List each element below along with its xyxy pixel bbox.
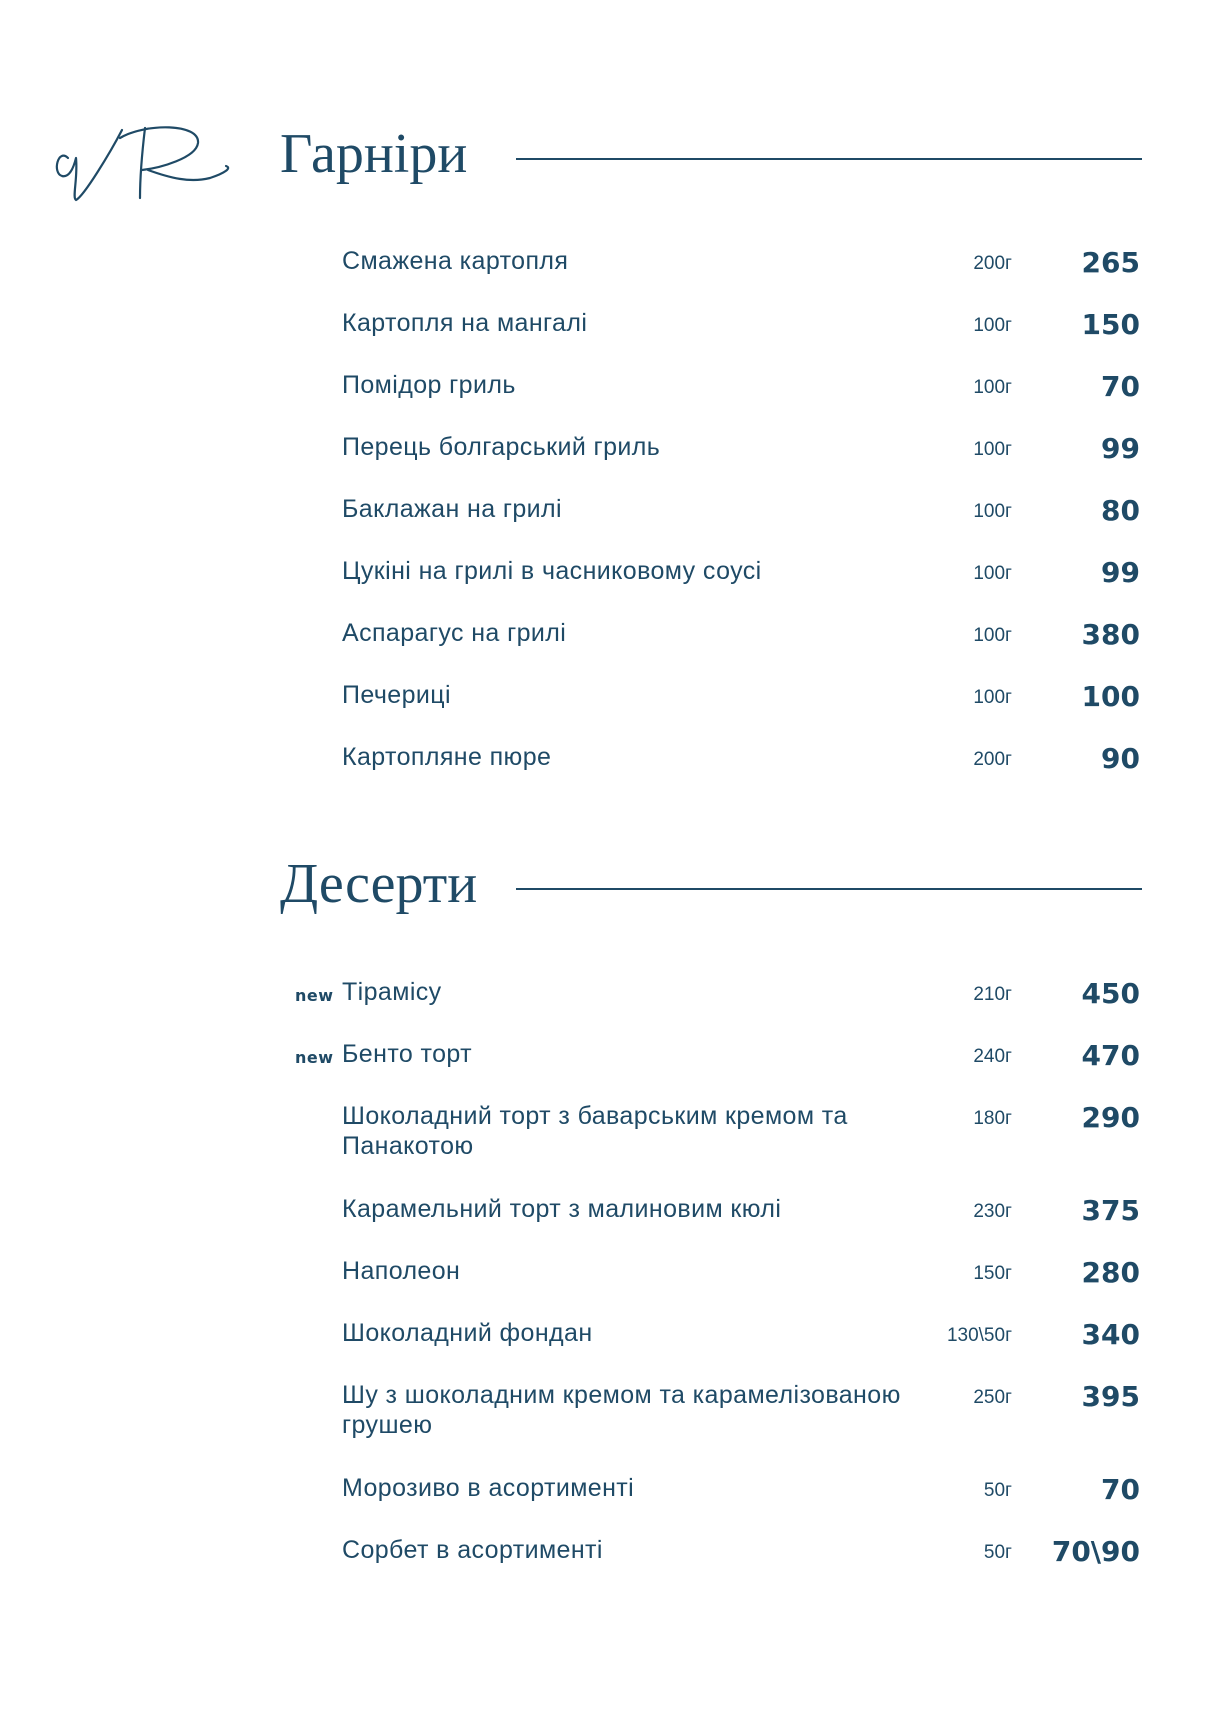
item-price: 99 [1101, 556, 1140, 589]
new-badge: new [295, 986, 334, 1005]
item-price: 280 [1081, 1256, 1140, 1289]
item-name: Картопля на мангалі [342, 309, 588, 337]
item-price: 375 [1081, 1194, 1140, 1227]
item-name: Смажена картопля [342, 247, 569, 275]
menu-item [280, 308, 1140, 370]
item-weight: 200г [973, 253, 1012, 274]
item-name: Сорбет в асортименті [342, 1536, 603, 1564]
item-weight: 100г [973, 501, 1012, 522]
menu-item [280, 1318, 1140, 1380]
new-badge [280, 1318, 342, 1327]
item-name: Баклажан на грилі [342, 495, 562, 523]
item-price: 100 [1081, 680, 1140, 713]
item-weight: 200г [973, 749, 1012, 770]
section-title: Гарніри [280, 123, 468, 185]
new-badge [280, 1256, 342, 1265]
new-badge [280, 680, 342, 689]
item-price: 265 [1081, 246, 1140, 279]
section-header-deserty [280, 840, 1160, 920]
menu-item [280, 618, 1140, 680]
item-name: Цукіні на грилі в часниковому соусі [342, 557, 762, 585]
section-title: Десерти [280, 853, 478, 915]
item-price: 290 [1081, 1101, 1140, 1134]
item-name: Шоколадний торт з баварським кремом та Панакотою [342, 1102, 848, 1160]
item-price: 90 [1101, 742, 1140, 775]
item-weight: 180г [973, 1108, 1012, 1129]
item-weight: 100г [973, 625, 1012, 646]
new-badge [280, 556, 342, 565]
item-name: Шоколадний фондан [342, 1319, 593, 1347]
item-weight: 150г [973, 1263, 1012, 1284]
item-name: Печериці [342, 681, 451, 709]
item-weight: 240г [973, 1046, 1012, 1067]
section-divider [516, 158, 1142, 160]
new-badge [280, 1101, 342, 1110]
section-divider [516, 888, 1142, 890]
item-weight: 50г [983, 1480, 1012, 1501]
item-price: 70 [1101, 370, 1140, 403]
menu-item [280, 1535, 1140, 1597]
new-badge [280, 308, 342, 317]
item-name: Шу з шоколадним кремом та карамелізованою грушею [342, 1381, 901, 1439]
item-price: 70\90 [1051, 1535, 1140, 1568]
item-name: Морозиво в асортименті [342, 1474, 635, 1502]
new-badge [280, 1194, 342, 1203]
item-weight: 100г [973, 439, 1012, 460]
menu-item [280, 1380, 1140, 1473]
item-name: Перець болгарський гриль [342, 433, 661, 461]
item-name: Аспарагус на грилі [342, 619, 567, 647]
new-badge [280, 742, 342, 751]
item-price: 450 [1081, 977, 1140, 1010]
item-weight: 100г [973, 687, 1012, 708]
new-badge [280, 370, 342, 379]
item-name: Картопляне пюре [342, 743, 552, 771]
item-price: 470 [1081, 1039, 1140, 1072]
item-weight: 50г [983, 1542, 1012, 1563]
item-name: Бенто торт [342, 1040, 473, 1068]
menu-item [280, 1473, 1140, 1535]
item-price: 340 [1081, 1318, 1140, 1351]
menu-item [280, 370, 1140, 432]
item-price: 150 [1081, 308, 1140, 341]
item-weight: 100г [973, 377, 1012, 398]
section-header-garniry [280, 110, 1160, 190]
new-badge [280, 432, 342, 441]
menu-item [280, 246, 1140, 308]
new-badge [280, 1535, 342, 1544]
menu-item [280, 742, 1140, 804]
new-badge [280, 246, 342, 255]
item-name: Карамельний торт з малиновим кюлі [342, 1195, 782, 1223]
item-name: Помідор гриль [342, 371, 516, 399]
new-badge: new [295, 1048, 334, 1067]
item-weight: 100г [973, 315, 1012, 336]
menu-list-deserty [280, 977, 1140, 1597]
menu-item [280, 1194, 1140, 1256]
new-badge [280, 1380, 342, 1389]
item-price: 99 [1101, 432, 1140, 465]
new-badge [280, 1473, 342, 1482]
menu-item [280, 494, 1140, 556]
item-price: 380 [1081, 618, 1140, 651]
item-weight: 230г [973, 1201, 1012, 1222]
menu-item [280, 680, 1140, 742]
new-badge [280, 494, 342, 503]
menu-item [280, 977, 1140, 1039]
item-weight: 210г [973, 984, 1012, 1005]
item-weight: 250г [973, 1387, 1012, 1408]
menu-item [280, 432, 1140, 494]
menu-item [280, 556, 1140, 618]
menu-item [280, 1256, 1140, 1318]
vr-monogram-logo [50, 118, 250, 228]
item-name: Наполеон [342, 1257, 461, 1285]
item-price: 395 [1081, 1380, 1140, 1413]
new-badge [280, 618, 342, 627]
menu-item [280, 1101, 1140, 1194]
item-weight: 100г [973, 563, 1012, 584]
item-weight: 130\50г [946, 1325, 1012, 1346]
menu-item [280, 1039, 1140, 1101]
menu-list-garniry [280, 246, 1140, 804]
item-name: Тірамісу [342, 978, 442, 1006]
item-price: 70 [1101, 1473, 1140, 1506]
item-price: 80 [1101, 494, 1140, 527]
